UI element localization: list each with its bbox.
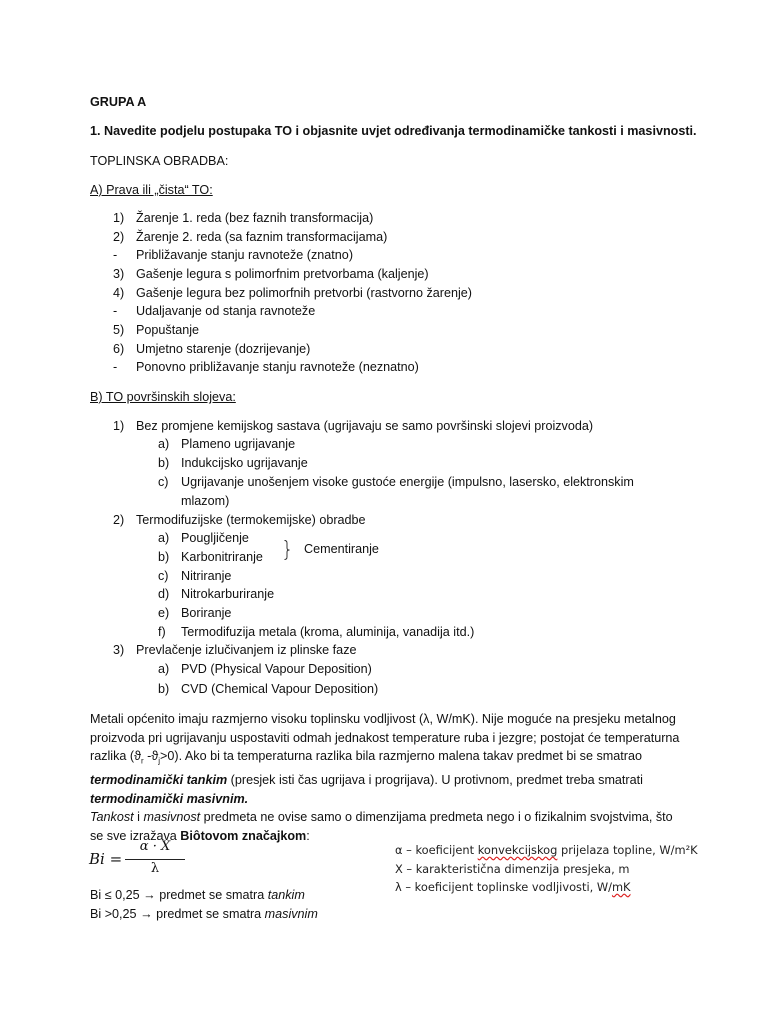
formula-denominator: λ [150, 861, 160, 876]
paragraph-2: Tankost i masivnost predmeta ne ovise samo o dimenzijama predmeta nego i o fizikalnim svojstvima, što se sve izražava Biôtovom značajkom: [90, 810, 673, 844]
document-page: GRUPA A 1. Navedite podjelu postupaka TO i objasnite uvjet određivanja termodinamičke tankosti i masivnosti. TOPLINSKA OBRADBA: A) Prava ili „čista“ TO: 1) Žarenje 1. reda (bez faznih transformacija) 2) Žarenje 2. reda (sa faznim transformacijama) - Približavanje stanju ravnoteže (znatno) 3) Gašenje legura s polimorfnim pretvorbama (kaljenje) 4) Gašenje legura bez polimorfnih pretvorbi (rastvorno žarenje) - Udaljavanje od stanja ravnoteže 5) Popuštanje 6) Umjetno starenje (dozrijevanje) - Ponovno približavanje stanju ravnoteže (neznatno) B) TO površinskih slojeva: 1) Bez promjene kemijskog sastava (ugrijavaju se samo površinski slojevi proizvoda) a) Plameno ugrijavanje b) Indukcijsko ugrijavanje c) Ugrijavanje unošenjem visoke gustoće energije (impulsno, lasersko, elektronskim mlazom) 2) Termodifuzijske (termokemijske) obradbe a) Pougljičenje b) Karbonitriranje c) Nitriranje d) Nitrokarburiranje e) Boriranje f) Termodifuzija metala (kroma, aluminija, vanadija itd.) Cementiranje 3) Prevlačenje izlučivanjem iz plinske faze a) PVD (Physical Vapour Deposition) b) CVD (Chemical Vapour Deposition) Metali općenito imaju razmjerno visoku toplinsku vodljivost (λ, W/mK). Nije moguće na presjeku metalnog proizvoda pri ugrijavanju uspostaviti odmah jednakost temperature ruba i jezgre; postojat će temperaturna razlika ($ϑ_r$ $-ϑ_j>0$). Ako bi ta temperaturna razlika bila razmjerno malena takav predmet bi se smatrao termodinamički tankim (presjek isti čas ugrijava i progrijava). U protivnom, predmet treba smatrati termodinamički masivnim. Tankost i masivnost predmeta ne ovise samo o dimenzijama predmeta nego i o fizikalnim svojstvima, što se sve izražava Biôtovom značajkom: Bi = α · X λ α – koeficijent konvekcijskog prijelaza topline, W/m²K X – karakteristična dimenzija presjeka, m λ – koeficijent toplinske vodljivosti, W/mK Bi ≤ 0,25 → predmet se smatra tankim Bi >0,25 → predmet se smatra masivnim [0, 0, 768, 1024]
condition-massive: Bi >0,25 → predmet se smatra masivnim [90, 907, 318, 921]
section-main-title: TOPLINSKA OBRADBA: [90, 154, 229, 168]
section-b-heading: B) TO površinskih slojeva: [90, 390, 236, 404]
arrow-right-icon: → [140, 907, 153, 921]
arrow-right-icon: → [143, 888, 156, 902]
paragraph-1: Metali općenito imaju razmjerno visoku toplinsku vodljivost (λ, W/mK). Nije moguće na presjeku metalnog proizvoda pri ugrijavanju uspostaviti odmah jednakost temperature ruba i jezgre; postojat će temperaturna razlika ($ϑ_r$ $-ϑ_j>0$). Ako bi ta temperaturna razlika bila razmjerno malena takav predmet bi se smatrao termodinamički tankim (presjek isti čas ugrijava i progrijava). U protivnom, predmet treba smatrati termodinamički masivnim. [90, 712, 680, 806]
section-a-heading: A) Prava ili „čista“ TO: [90, 183, 213, 197]
brace-label: Cementiranje [304, 542, 379, 556]
group-title: GRUPA A [90, 95, 147, 109]
definition-x: X – karakteristična dimenzija presjeka, m [395, 862, 630, 876]
explanation-paragraph [90, 710, 680, 846]
condition-thin: Bi ≤ 0,25 → predmet se smatra tankim [90, 888, 305, 902]
question-heading: 1. Navedite podjelu postupaka TO i objasnite uvjet određivanja termodinamičke tankosti i masivnosti. [90, 124, 697, 138]
right-brace-icon [284, 540, 290, 560]
formula-lhs: Bi = [89, 850, 123, 868]
definition-alpha: α – koeficijent konvekcijskog prijelaza topline, W/m²K [395, 843, 698, 857]
definition-lambda: λ – koeficijent toplinske vodljivosti, W/mK [395, 880, 631, 894]
formula-numerator: α · X [139, 839, 171, 854]
